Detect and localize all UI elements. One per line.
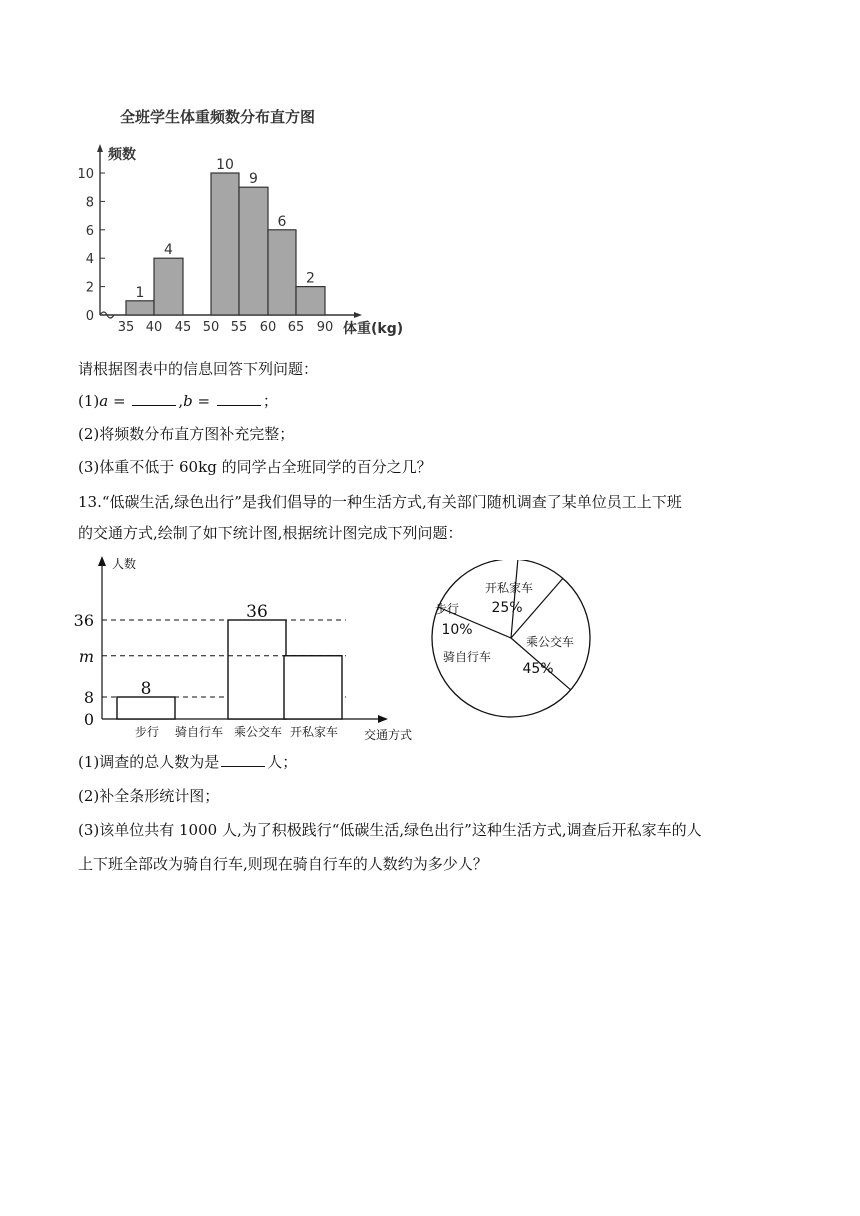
histogram-bar	[296, 287, 325, 315]
pie-slice-percent: 10%	[441, 622, 473, 638]
x-tick-label: 50	[202, 320, 220, 335]
y-tick-label: 2	[85, 280, 94, 296]
y-axis-label: 人数	[112, 557, 137, 571]
bar-value-label: 8	[140, 679, 152, 699]
y-tick-label: m	[78, 646, 94, 666]
x-axis-arrow	[378, 715, 388, 723]
bar-value-label: 10	[216, 157, 234, 173]
q13-stem-line1: 13.“低碳生活,绿色出行”是我们倡导的一种生活方式,有关部门随机调查了某单位员工上下班	[78, 493, 682, 511]
category-label: 开私家车	[289, 725, 339, 739]
answer-blank-b	[217, 391, 261, 406]
y-axis-arrow	[98, 556, 106, 566]
category-label: 乘公交车	[233, 725, 283, 739]
category-bar	[117, 697, 175, 719]
y-tick-label: 0	[85, 309, 94, 324]
var-a: a	[99, 392, 109, 410]
category-label: 步行	[134, 725, 160, 739]
x-tick-label: 55	[230, 320, 248, 335]
q12-part1	[78, 391, 278, 411]
bar-value-label: 2	[306, 270, 315, 287]
q12-intro: 请根据图表中的信息回答下列问题：	[78, 360, 319, 378]
eq-sign: =	[108, 392, 131, 410]
pie-slice-percent: 25%	[491, 600, 523, 616]
x-tick-label: 40	[145, 320, 163, 335]
q12-part3: (3)体重不低于 60kg 的同学占全班同学的百分之几？	[78, 458, 432, 476]
y-tick-label: 0	[83, 710, 94, 729]
semicolon: ；	[262, 392, 278, 410]
y-axis-label: 频数	[108, 147, 136, 163]
bar-value-label: 4	[164, 242, 173, 259]
bar-value-label: 9	[249, 171, 258, 188]
x-axis-label: 体重(kg)	[343, 321, 404, 337]
histogram-bar	[211, 173, 239, 315]
histogram-bar	[268, 230, 296, 315]
histogram-title: 全班学生体重频数分布直方图	[120, 108, 316, 126]
q13-part1	[78, 752, 297, 772]
x-tick-label: 60	[259, 320, 277, 335]
y-tick-label: 10	[77, 167, 94, 182]
y-tick-label: 8	[83, 688, 94, 707]
q13-part3-line1: (3)该单位共有 1000 人,为了积极践行“低碳生活,绿色出行”这种生活方式,调查后开私家车的人	[78, 821, 702, 839]
q13-part3-line2: 上下班全部改为骑自行车,则现在骑自行车的人数约为多少人？	[78, 855, 488, 873]
x-tick-label: 90	[316, 320, 334, 335]
x-axis-arrow	[354, 312, 362, 318]
q13-stem-line2: 的交通方式,绘制了如下统计图,根据统计图完成下列问题：	[78, 524, 463, 542]
category-label: 骑自行车	[174, 725, 224, 739]
y-tick-label: 8	[85, 195, 94, 211]
y-tick-label: 36	[73, 611, 94, 630]
answer-blank-a	[132, 391, 176, 406]
transport-bar-chart	[70, 550, 430, 750]
answer-blank-total	[221, 752, 265, 767]
pie-slice-name: 步行	[434, 602, 460, 616]
q13-part1-suffix: 人；	[267, 753, 298, 771]
x-tick-label: 35	[117, 320, 135, 335]
q13-part1-text: (1)调查的总人数为是	[78, 753, 220, 771]
comma: ,	[178, 392, 184, 410]
category-bar	[284, 656, 342, 719]
x-axis-label: 交通方式	[364, 728, 413, 742]
var-b: b	[183, 392, 193, 410]
y-tick-label: 4	[85, 252, 94, 268]
q12-part2: (2)将频数分布直方图补充完整；	[78, 425, 295, 443]
category-bar	[228, 620, 286, 719]
bar-value-label: 1	[135, 284, 145, 301]
histogram-bar	[154, 258, 183, 315]
bar-value-label: 6	[277, 213, 287, 230]
x-tick-label: 65	[287, 320, 305, 335]
pie-slice-name: 骑自行车	[442, 650, 492, 664]
bar-value-label: 36	[246, 602, 268, 622]
x-tick-label: 45	[174, 320, 192, 335]
weight-histogram	[70, 140, 420, 340]
q12-part1-prefix: (1)	[78, 392, 100, 410]
transport-pie-chart	[425, 560, 605, 720]
eq-sign: =	[192, 392, 215, 410]
histogram-bar	[126, 301, 154, 315]
histogram-bar	[239, 187, 268, 315]
pie-slice-name: 乘公交车	[525, 635, 575, 649]
q13-part2: (2)补全条形统计图；	[78, 787, 220, 805]
pie-slice-name: 开私家车	[484, 581, 534, 595]
pie-slice-percent: 45%	[522, 661, 554, 677]
y-axis-arrow	[97, 144, 103, 152]
y-tick-label: 6	[85, 223, 94, 239]
